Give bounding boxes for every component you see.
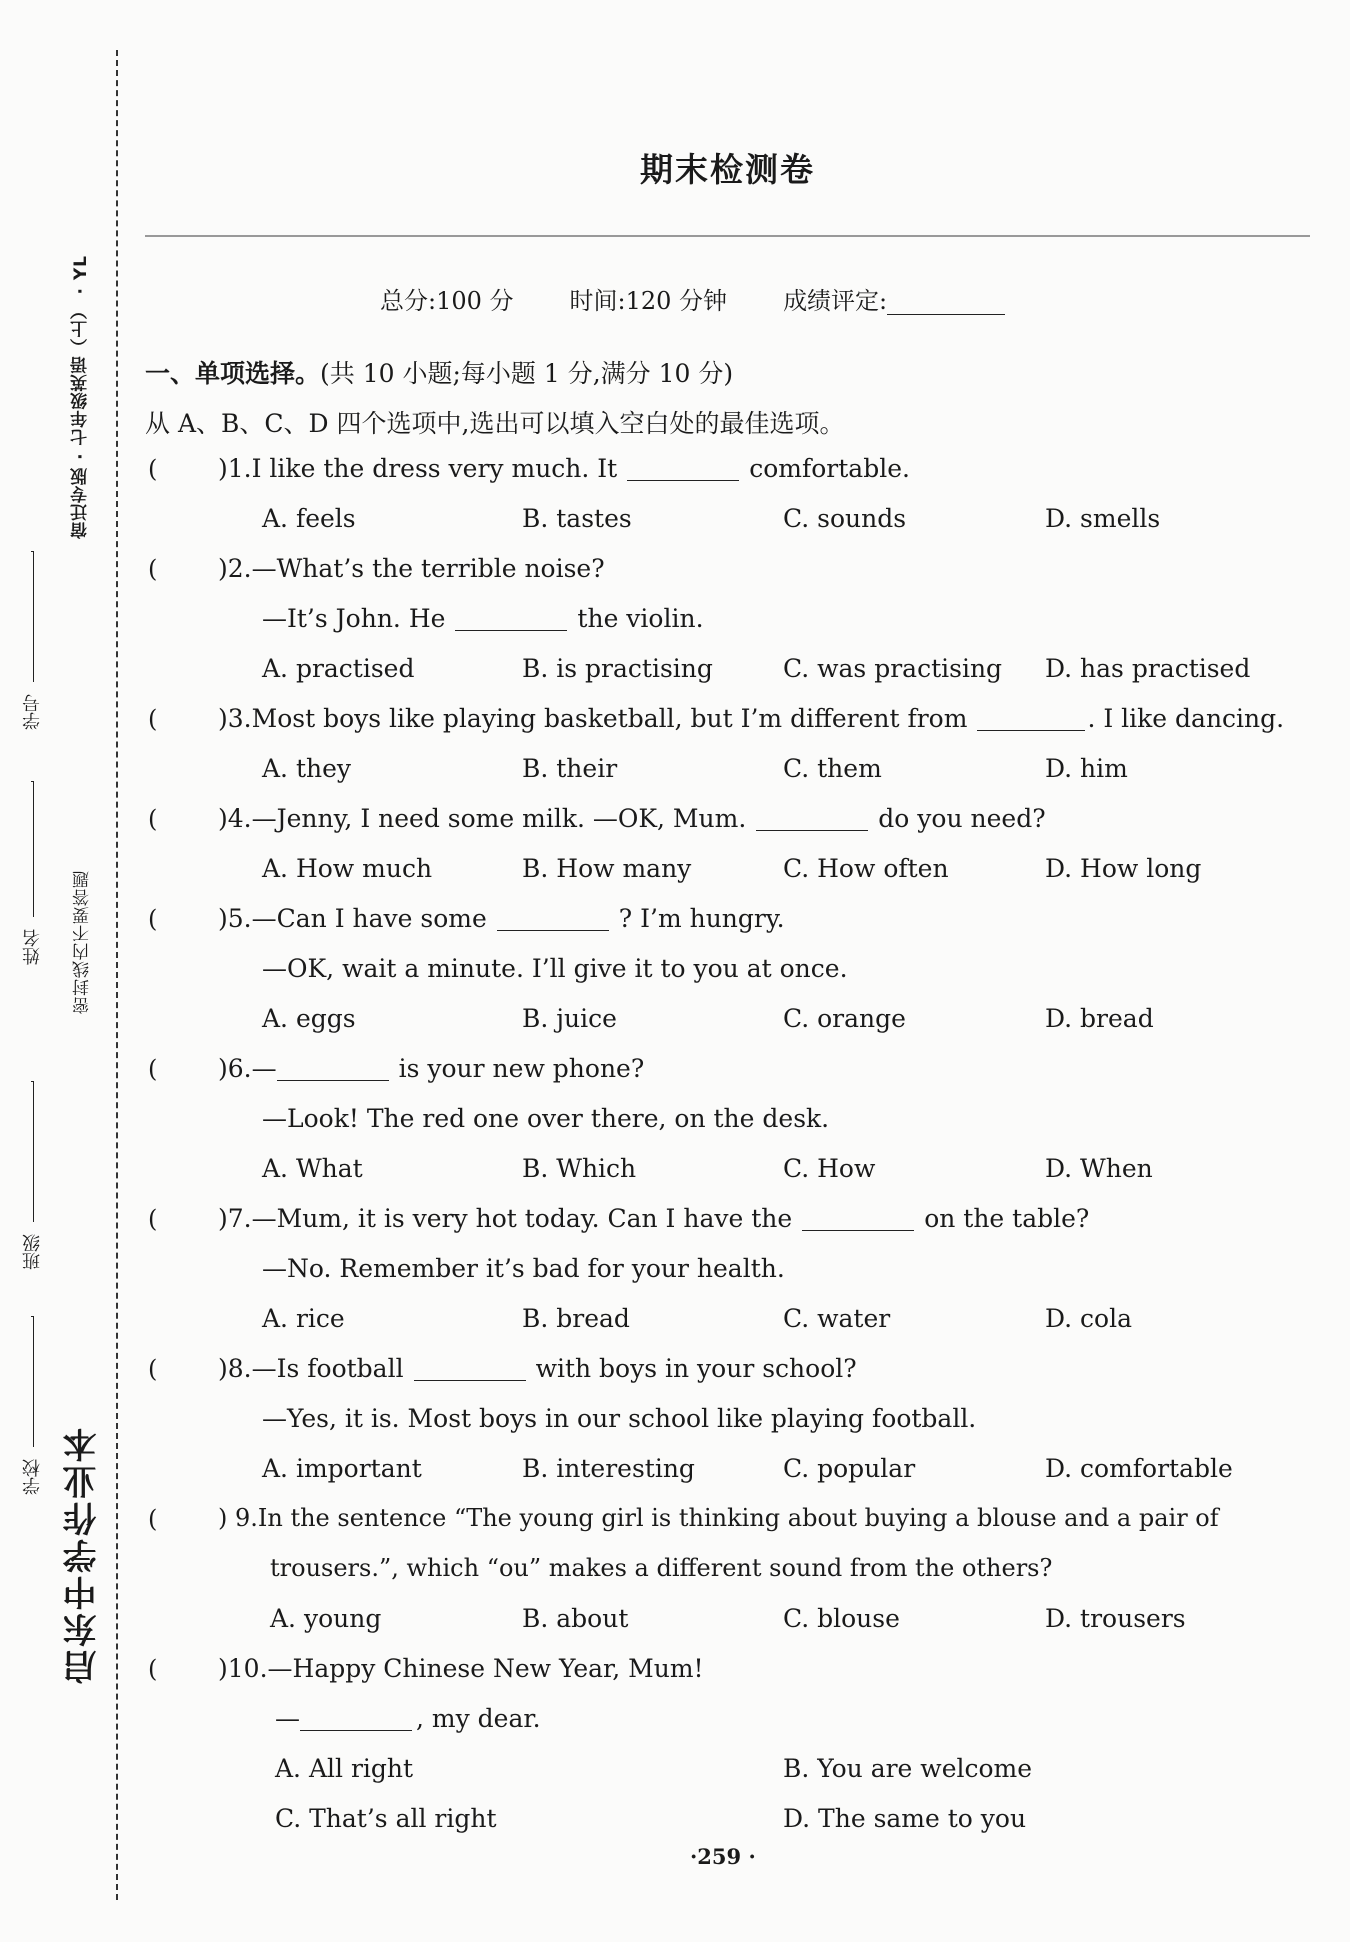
- option-c[interactable]: C. popular: [783, 1454, 916, 1483]
- answer-blank[interactable]: [300, 1730, 412, 1731]
- exam-meta: [380, 281, 1005, 316]
- answer-blank[interactable]: [627, 480, 739, 481]
- question-number: )2.: [218, 554, 252, 583]
- option-c[interactable]: C. sounds: [783, 504, 907, 533]
- student-no-blank[interactable]: [32, 551, 35, 682]
- option-b[interactable]: B. interesting: [522, 1454, 695, 1483]
- question-text: I like the dress very much. It: [251, 454, 618, 483]
- option-b[interactable]: B. tastes: [522, 504, 632, 533]
- brand-name: 启东中学作业本: [63, 1425, 103, 1684]
- option-b[interactable]: B. You are welcome: [783, 1754, 1033, 1783]
- question-5: [218, 904, 785, 933]
- option-d[interactable]: D. comfortable: [1045, 1454, 1233, 1483]
- option-d[interactable]: D. him: [1045, 754, 1128, 783]
- option-a[interactable]: A. important: [262, 1454, 422, 1483]
- answer-blank[interactable]: [977, 730, 1085, 731]
- question-text: —: [251, 1054, 277, 1083]
- page-title: 期末检测卷: [640, 150, 815, 189]
- question-text: Most boys like playing basketball, but I’m different from: [251, 704, 968, 733]
- answer-paren[interactable]: (: [148, 1205, 158, 1233]
- answer-paren[interactable]: (: [148, 1655, 158, 1683]
- question-1: [218, 454, 910, 483]
- answer-blank[interactable]: [414, 1380, 526, 1381]
- option-a[interactable]: A. young: [270, 1604, 382, 1633]
- grade-label: 成绩评定:: [783, 287, 888, 315]
- answer-blank[interactable]: [277, 1080, 389, 1081]
- binding-strip: [0, 0, 120, 1942]
- question-2: [218, 554, 605, 583]
- option-a[interactable]: A. they: [262, 754, 352, 783]
- option-d[interactable]: D. The same to you: [783, 1804, 1027, 1833]
- time-limit: 时间:120 分钟: [569, 287, 728, 315]
- option-d[interactable]: D. When: [1045, 1154, 1153, 1183]
- answer-blank[interactable]: [802, 1230, 914, 1231]
- option-b[interactable]: B. their: [522, 754, 618, 783]
- name-field: [20, 785, 46, 965]
- question-text: In the sentence “The young girl is thinking about buying a blouse and a pair of: [257, 1504, 1219, 1532]
- grade-blank[interactable]: [887, 314, 1005, 315]
- school-field: [20, 1320, 46, 1495]
- question-number: )3.: [218, 704, 252, 733]
- name-label: 姓名: [22, 929, 43, 965]
- answer-paren[interactable]: (: [148, 455, 158, 483]
- section-heading: [145, 354, 733, 390]
- question-9: [218, 1504, 1219, 1532]
- option-b[interactable]: B. Which: [522, 1154, 637, 1183]
- question-6: [218, 1054, 644, 1083]
- answer-paren[interactable]: (: [148, 905, 158, 933]
- school-blank[interactable]: [32, 1316, 35, 1447]
- question-9-cont: trousers.”, which “ou” makes a different sound from the others?: [270, 1554, 1053, 1582]
- answer-paren[interactable]: (: [148, 1055, 158, 1083]
- option-c[interactable]: C. blouse: [783, 1604, 900, 1633]
- section-instruction: 从 A、B、C、D 四个选项中,选出可以填入空白处的最佳选项。: [145, 409, 845, 438]
- student-no-label: 学号: [22, 694, 43, 730]
- question-text: ? I’m hungry.: [618, 904, 785, 933]
- series-label: 宿迁专版 · 七年级英语（上） · YL: [71, 255, 91, 539]
- option-b[interactable]: B. is practising: [522, 654, 713, 683]
- option-b[interactable]: B. bread: [522, 1304, 630, 1333]
- option-a[interactable]: A. eggs: [262, 1004, 356, 1033]
- question-8-reply: —Yes, it is. Most boys in our school like playing football.: [262, 1404, 977, 1433]
- option-c[interactable]: C. water: [783, 1304, 891, 1333]
- option-c[interactable]: C. How: [783, 1154, 876, 1183]
- question-number: )5.: [218, 904, 252, 933]
- answer-paren[interactable]: (: [148, 1355, 158, 1383]
- option-a[interactable]: A. rice: [262, 1304, 345, 1333]
- option-a[interactable]: A. feels: [262, 504, 356, 533]
- question-6-reply: —Look! The red one over there, on the desk.: [262, 1104, 830, 1133]
- question-number: )4.: [218, 804, 252, 833]
- class-field: [20, 1085, 46, 1270]
- student-no-field: [20, 555, 46, 730]
- answer-paren[interactable]: (: [148, 555, 158, 583]
- option-b[interactable]: B. juice: [522, 1004, 617, 1033]
- question-text: —: [275, 1704, 300, 1733]
- section-title: 一、单项选择。: [145, 359, 321, 388]
- option-c[interactable]: C. them: [783, 754, 882, 783]
- question-text: —What’s the terrible noise?: [251, 554, 605, 583]
- answer-blank[interactable]: [756, 830, 868, 831]
- question-text: on the table?: [924, 1204, 1090, 1233]
- question-text: , my dear.: [416, 1704, 541, 1733]
- option-a[interactable]: A. All right: [275, 1754, 414, 1783]
- option-d[interactable]: D. bread: [1045, 1004, 1154, 1033]
- option-d[interactable]: D. trousers: [1045, 1604, 1186, 1633]
- question-7-reply: —No. Remember it’s bad for your health.: [262, 1254, 785, 1283]
- question-text: —Mum, it is very hot today. Can I have the: [251, 1204, 793, 1233]
- question-text: comfortable.: [749, 454, 910, 483]
- question-text: . I like dancing.: [1087, 704, 1285, 733]
- question-number: )7.: [218, 1204, 252, 1233]
- option-c[interactable]: C. was practising: [783, 654, 1003, 683]
- question-number: ) 9.: [218, 1504, 258, 1532]
- option-d[interactable]: D. How long: [1045, 854, 1202, 883]
- option-b[interactable]: B. about: [522, 1604, 629, 1633]
- question-text: —Is football: [251, 1354, 404, 1383]
- option-c[interactable]: C. orange: [783, 1004, 906, 1033]
- section-note: (共 10 小题;每小题 1 分,满分 10 分): [320, 359, 734, 388]
- question-text: —It’s John. He: [262, 604, 446, 633]
- option-d[interactable]: D. has practised: [1045, 654, 1251, 683]
- title-divider: [145, 235, 1310, 237]
- option-c[interactable]: C. How often: [783, 854, 949, 883]
- question-text: is your new phone?: [398, 1054, 645, 1083]
- question-number: )8.: [218, 1354, 252, 1383]
- option-a[interactable]: A. practised: [262, 654, 415, 683]
- question-text: —Jenny, I need some milk. —OK, Mum.: [251, 804, 747, 833]
- option-c[interactable]: C. That’s all right: [275, 1804, 497, 1833]
- question-3: [218, 704, 1284, 733]
- grade-field: [783, 281, 1005, 316]
- name-blank[interactable]: [32, 781, 35, 917]
- answer-blank[interactable]: [497, 930, 609, 931]
- seal-line: [116, 50, 118, 1900]
- question-2-reply: [262, 604, 704, 633]
- question-5-reply: —OK, wait a minute. I’ll give it to you at once.: [262, 954, 848, 983]
- question-10-reply: [275, 1704, 541, 1733]
- class-blank[interactable]: [32, 1081, 35, 1222]
- answer-blank[interactable]: [455, 630, 567, 631]
- question-text: —Can I have some: [251, 904, 487, 933]
- question-number: )1.: [218, 454, 252, 483]
- question-8: [218, 1354, 857, 1383]
- question-10: [218, 1654, 704, 1683]
- answer-paren[interactable]: (: [148, 705, 158, 733]
- class-label: 班级: [22, 1234, 43, 1270]
- option-b[interactable]: B. How many: [522, 854, 692, 883]
- question-7: [218, 1204, 1089, 1233]
- option-d[interactable]: D. smells: [1045, 504, 1161, 533]
- school-label: 学校: [22, 1459, 43, 1495]
- answer-paren[interactable]: (: [148, 805, 158, 833]
- question-text: do you need?: [878, 804, 1046, 833]
- question-number: )10.: [218, 1654, 268, 1683]
- option-a[interactable]: A. What: [262, 1154, 363, 1183]
- page-number: ·259 ·: [690, 1844, 756, 1869]
- question-text: with boys in your school?: [535, 1354, 857, 1383]
- question-text: the violin.: [577, 604, 704, 633]
- question-text: —Happy Chinese New Year, Mum!: [267, 1654, 704, 1683]
- question-number: )6.: [218, 1054, 252, 1083]
- total-score: 总分:100 分: [380, 287, 514, 315]
- option-d[interactable]: D. cola: [1045, 1304, 1132, 1333]
- question-4: [218, 804, 1046, 833]
- seal-warning: 密封线内不要答题: [73, 870, 93, 1014]
- option-a[interactable]: A. How much: [262, 854, 433, 883]
- answer-paren[interactable]: (: [148, 1505, 158, 1533]
